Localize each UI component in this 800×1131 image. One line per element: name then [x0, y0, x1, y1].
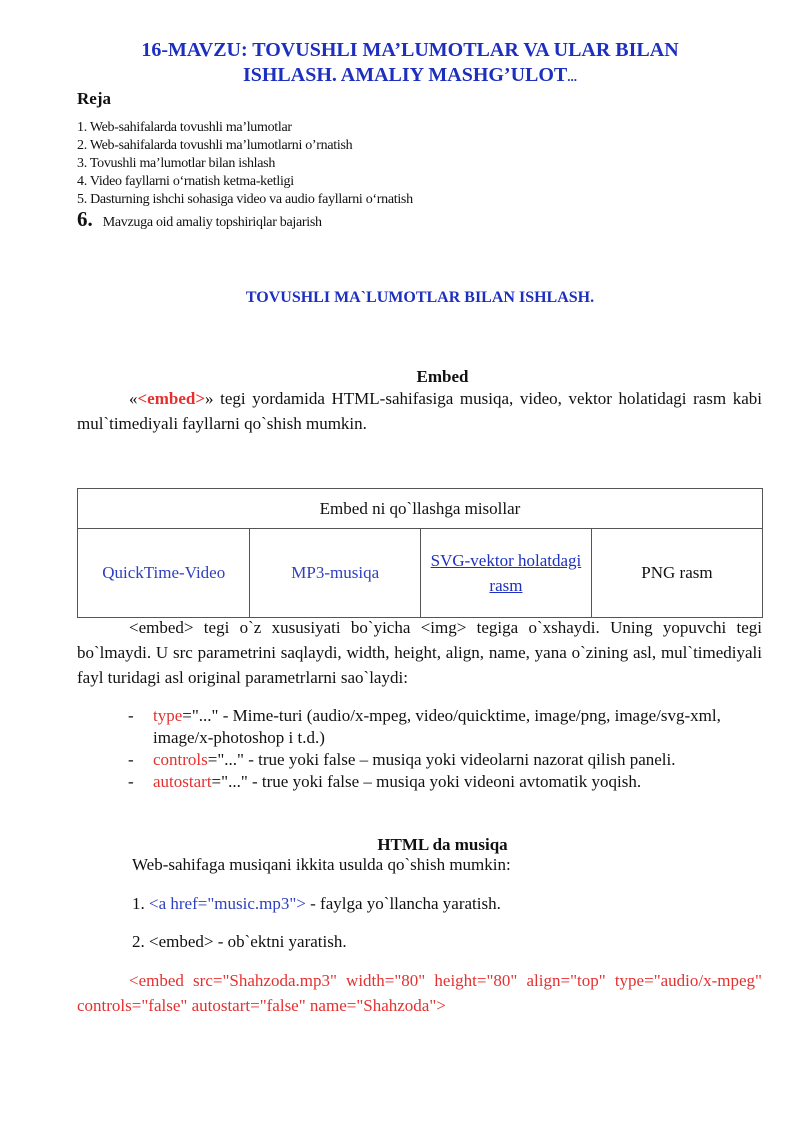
embed-intro-text — [77, 386, 762, 436]
plan-item-5: 5. Dasturning ishchi sohasiga video va audio fayllarni o‘rnatish — [77, 192, 413, 207]
param-name-controls: controls — [153, 750, 208, 769]
list-item — [128, 749, 763, 771]
list-dash: - — [128, 772, 134, 791]
embed-code-text: <embed src="Shahzoda.mp3" width="80" height="80" align="top" type="audio/x-mpeg" controls="false" autostart="false" name="Shahzoda"> — [77, 971, 762, 1015]
method-1-code: <a href="music.mp3"> — [149, 894, 306, 913]
embed-intro-paragraph — [77, 386, 762, 436]
quote-close: » — [205, 389, 214, 408]
plan-item-6 — [77, 207, 413, 232]
music-method-1 — [132, 894, 501, 914]
method-1-number: 1. — [132, 894, 149, 913]
table-row — [78, 529, 763, 618]
title-line-2-text: ISHLASH. AMALIY MASHG’ULOT — [242, 64, 568, 86]
title-line-1: 16-MAVZU: TOVUSHLI MA’LUMOTLAR VA ULAR BILAN — [141, 39, 679, 61]
embed-examples-table — [77, 488, 763, 618]
quote-open: « — [129, 389, 138, 408]
music-intro: Web-sahifaga musiqani ikkita usulda qo`shish mumkin: — [132, 855, 511, 874]
table-header: Embed ni qo`llashga misollar — [78, 489, 763, 529]
embed-code-example — [77, 968, 762, 1018]
param-name-autostart: autostart — [153, 772, 212, 791]
table-cell-mp3: MP3-musiqa — [250, 529, 421, 618]
table-cell-svg[interactable] — [420, 529, 591, 618]
plan-item-1: 1. Web-sahifalarda tovushli ma’lumotlar — [77, 120, 292, 135]
param-name-type: type — [153, 706, 183, 725]
embed-intro-rest: tegi yordamida HTML-sahifasiga musiqa, video, vektor holatidagi rasm kabi mul`timediyali fayllarni qo`shish mumkin. — [77, 389, 762, 433]
list-dash: - — [128, 706, 134, 725]
svg-link[interactable]: SVG-vektor holatdagi rasm — [430, 551, 582, 595]
title-line-2 — [80, 63, 740, 89]
music-heading: HTML da musiqa — [377, 835, 508, 854]
plan-item-3: 3. Tovushli ma’lumotlar bilan ishlash — [77, 156, 276, 171]
list-dash: - — [128, 750, 134, 769]
list-item — [128, 771, 763, 793]
plan-item-2: 2. Web-sahifalarda tovushli ma’lumotlarni o’rnatish — [77, 138, 353, 153]
table-header-row — [78, 489, 763, 529]
param-desc-type: ="..." - Mime-turi (audio/x-mpeg, video/quicktime, image/png, image/svg-xml, image/x-photoshop i t.d.) — [153, 706, 721, 747]
music-method-2: 2. <embed> - ob`ektni yaratish. — [132, 932, 347, 951]
param-desc-controls: ="..." - true yoki false – musiqa yoki videolarni nazorat qilish paneli. — [207, 750, 676, 769]
params-list — [128, 705, 763, 793]
param-desc-autostart: ="..." - true yoki false – musiqa yoki videoni avtomatik yoqish. — [211, 772, 642, 791]
embed-description-paragraph — [77, 615, 762, 690]
plan-item-6-text: Mavzuga oid amaliy topshiriqlar bajarish — [102, 215, 322, 230]
plan-item-6-number: 6. — [77, 207, 93, 231]
embed-tag-highlight: <embed> — [137, 389, 206, 408]
plan-heading: Reja — [77, 89, 111, 108]
list-item — [128, 705, 763, 749]
table-cell-quicktime: QuickTime-Video — [78, 529, 250, 618]
plan-item-4: 4. Video fayllarni o‘rnatish ketma-ketligi — [77, 174, 294, 189]
method-1-text: - faylga yo`llancha yaratish. — [305, 894, 501, 913]
title-ellipsis: ... — [567, 69, 578, 84]
section-title: TOVUSHLI MA`LUMOTLAR BILAN ISHLASH. — [245, 289, 595, 306]
embed-heading: Embed — [416, 367, 469, 386]
table-cell-png: PNG rasm — [591, 529, 762, 618]
embed-description-text: <embed> tegi o`z xususiyati bo`yicha <img> tegiga o`xshaydi. Uning yopuvchi tegi bo`lmaydi. U src parametrini saqlaydi, width, height, align, name, yana o`zining asl, mul`timediyali fayl turidagi asl original parametrlarni sao`laydi: — [77, 618, 762, 687]
plan-list — [77, 119, 413, 232]
page-title — [80, 38, 740, 89]
